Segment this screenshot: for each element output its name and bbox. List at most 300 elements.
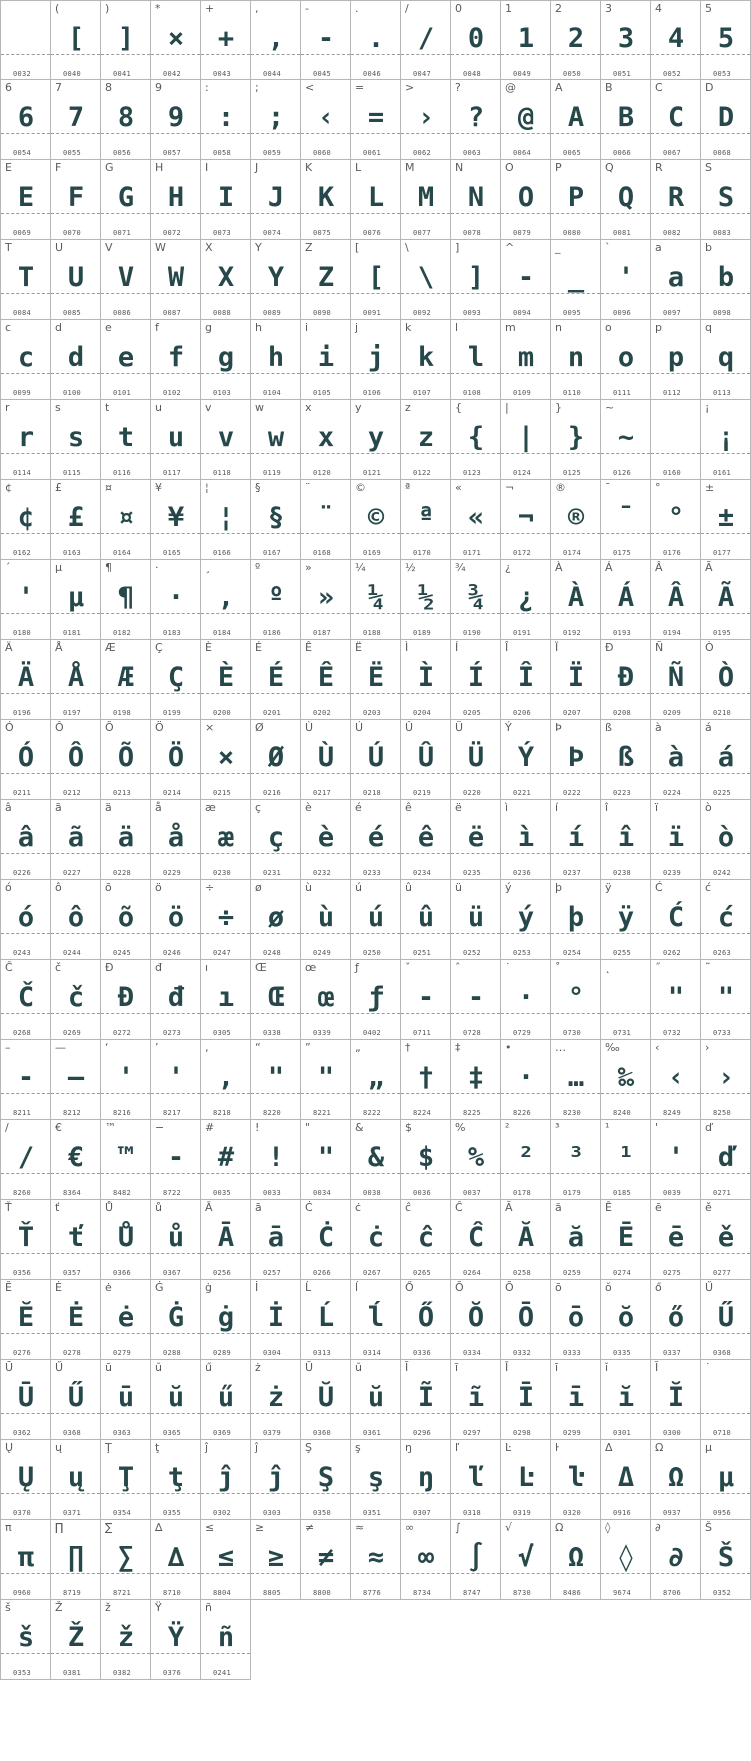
baseline-guide — [351, 1013, 400, 1014]
baseline-guide — [451, 933, 500, 934]
character-code: 0197 — [63, 709, 82, 717]
glyph-sample: Æ — [117, 662, 134, 693]
reference-character: ¨ — [305, 481, 311, 494]
reference-character: ® — [555, 481, 566, 494]
glyph-cell — [101, 160, 151, 240]
glyph-sample: @ — [517, 102, 534, 133]
reference-character: ų — [55, 1441, 62, 1454]
reference-character: š — [5, 1601, 11, 1614]
glyph-cell — [201, 720, 251, 800]
reference-character: ≤ — [205, 1521, 215, 1534]
glyph-sample: ó — [17, 902, 34, 933]
baseline-guide — [151, 54, 200, 55]
glyph-sample: _ — [567, 262, 584, 293]
glyph-sample: ¿ — [517, 582, 534, 613]
baseline-guide — [151, 133, 200, 134]
glyph-sample: à — [667, 742, 684, 773]
baseline-guide — [101, 1653, 150, 1654]
baseline-guide — [701, 933, 750, 934]
baseline-guide — [1, 1013, 50, 1014]
character-code: 0091 — [363, 309, 382, 317]
character-code: 8364 — [63, 1189, 82, 1197]
reference-character: X — [205, 241, 213, 254]
glyph-cell — [551, 480, 601, 560]
character-code: 0254 — [563, 949, 582, 957]
baseline-guide — [701, 54, 750, 55]
glyph-cell — [201, 320, 251, 400]
glyph-cell — [351, 800, 401, 880]
glyph-sample: ū — [117, 1382, 134, 1413]
reference-character: Ä — [5, 641, 13, 654]
reference-character: · — [155, 561, 159, 574]
glyph-cell — [701, 720, 751, 800]
character-code: 0225 — [713, 789, 732, 797]
glyph-cell — [701, 1200, 751, 1280]
baseline-guide — [501, 54, 550, 55]
character-code: 0231 — [263, 869, 282, 877]
reference-character: i — [305, 321, 309, 334]
glyph-sample: Î — [517, 662, 534, 693]
glyph-sample: e — [117, 342, 134, 373]
character-code: 0087 — [163, 309, 182, 317]
baseline-guide — [301, 213, 350, 214]
glyph-cell — [351, 0, 401, 80]
reference-character: œ — [305, 961, 317, 974]
glyph-sample: Ô — [67, 742, 84, 773]
baseline-guide — [451, 1173, 500, 1174]
glyph-cell — [401, 640, 451, 720]
glyph-sample: Š — [717, 1542, 734, 1573]
glyph-sample: " — [717, 982, 734, 1013]
glyph-cell — [451, 880, 501, 960]
character-code: 0046 — [363, 70, 382, 78]
glyph-cell — [351, 480, 401, 560]
baseline-guide — [51, 213, 100, 214]
glyph-sample: · — [167, 582, 184, 613]
glyph-row — [0, 480, 751, 560]
character-code: 0253 — [513, 949, 532, 957]
glyph-cell — [351, 1280, 401, 1360]
glyph-sample: ų — [67, 1462, 84, 1493]
glyph-sample: ' — [167, 1062, 184, 1093]
character-code: 0166 — [213, 549, 232, 557]
reference-character: ā — [255, 1201, 262, 1214]
character-code: 0043 — [213, 70, 232, 78]
glyph-cell — [501, 1280, 551, 1360]
reference-character: ∞ — [405, 1521, 415, 1534]
baseline-guide — [351, 693, 400, 694]
character-code: 0313 — [313, 1349, 332, 1357]
character-code: 0061 — [363, 149, 382, 157]
glyph-cell — [601, 800, 651, 880]
glyph-sample: ß — [617, 742, 634, 773]
reference-character: à — [655, 721, 662, 734]
reference-character: Ĉ — [455, 1201, 463, 1214]
character-code: 0299 — [563, 1429, 582, 1437]
character-code: 0222 — [563, 789, 582, 797]
character-code: 0352 — [713, 1589, 732, 1597]
baseline-guide — [501, 1573, 550, 1574]
glyph-cell — [0, 1280, 51, 1360]
glyph-sample: 7 — [67, 102, 84, 133]
reference-character: ö — [155, 881, 162, 894]
character-code: 0267 — [363, 1269, 382, 1277]
glyph-sample: + — [217, 23, 234, 54]
character-code: 0376 — [163, 1669, 182, 1677]
glyph-cell — [301, 160, 351, 240]
reference-character: ŋ — [405, 1441, 412, 1454]
glyph-sample: Ű — [67, 1382, 84, 1413]
baseline-guide — [251, 1573, 300, 1574]
reference-character: Ò — [705, 641, 714, 654]
glyph-row — [0, 1440, 751, 1520]
baseline-guide — [451, 54, 500, 55]
glyph-sample: © — [367, 502, 384, 533]
character-code: 0100 — [63, 389, 82, 397]
character-code: 0037 — [463, 1189, 482, 1197]
glyph-cell — [351, 640, 401, 720]
baseline-guide — [201, 693, 250, 694]
glyph-sample: ∆ — [167, 1542, 184, 1573]
glyph-sample: í — [567, 822, 584, 853]
glyph-cell — [601, 160, 651, 240]
glyph-sample: j — [367, 342, 384, 373]
glyph-sample: Ø — [267, 742, 284, 773]
character-code: 0036 — [413, 1189, 432, 1197]
baseline-guide — [101, 1253, 150, 1254]
reference-character: ĩ — [455, 1361, 459, 1374]
character-code: 0167 — [263, 549, 282, 557]
reference-character: Ö — [155, 721, 164, 734]
baseline-guide — [251, 853, 300, 854]
glyph-sample: › — [417, 102, 434, 133]
glyph-cell — [101, 240, 151, 320]
character-code: 0218 — [363, 789, 382, 797]
reference-character: Ã — [705, 561, 713, 574]
glyph-sample: 5 — [717, 23, 734, 54]
character-code: 0095 — [563, 309, 582, 317]
glyph-cell — [301, 0, 351, 80]
baseline-guide — [651, 1413, 700, 1414]
reference-character: z — [405, 401, 411, 414]
glyph-sample: ∑ — [117, 1542, 134, 1573]
character-code: 0217 — [313, 789, 332, 797]
glyph-sample: è — [317, 822, 334, 853]
glyph-sample: × — [167, 23, 184, 54]
reference-character: ¡ — [705, 401, 710, 414]
character-code: 0232 — [313, 869, 332, 877]
reference-character: ç — [255, 801, 262, 814]
baseline-guide — [451, 693, 500, 694]
reference-character: < — [305, 81, 315, 94]
glyph-cell — [151, 1520, 201, 1600]
reference-character: Ă — [505, 1201, 513, 1214]
character-code: 0183 — [163, 629, 182, 637]
glyph-cell — [201, 1040, 251, 1120]
baseline-guide — [551, 1493, 600, 1494]
glyph-sample: Ç — [167, 662, 184, 693]
glyph-cell — [101, 800, 151, 880]
baseline-guide — [451, 773, 500, 774]
glyph-sample: ª — [417, 502, 434, 533]
baseline-guide — [601, 1253, 650, 1254]
reference-character: : — [205, 81, 209, 94]
baseline-guide — [651, 1173, 700, 1174]
glyph-sample: ¹ — [617, 1142, 634, 1173]
glyph-sample: ö — [167, 902, 184, 933]
character-code: 0162 — [13, 549, 32, 557]
glyph-sample: / — [17, 1142, 34, 1173]
glyph-sample: İ — [267, 1302, 284, 1333]
character-code: 0071 — [113, 229, 132, 237]
reference-character: ž — [105, 1601, 111, 1614]
glyph-sample: Ŏ — [467, 1302, 484, 1333]
glyph-sample: Ī — [517, 1382, 534, 1413]
glyph-cell — [151, 1360, 201, 1440]
glyph-sample: Ų — [17, 1462, 34, 1493]
baseline-guide — [651, 773, 700, 774]
glyph-sample: ĺ — [367, 1302, 384, 1333]
baseline-guide — [551, 773, 600, 774]
reference-character: m — [505, 321, 516, 334]
reference-character: • — [505, 1041, 512, 1054]
glyph-cell — [551, 640, 601, 720]
reference-character: ı — [205, 961, 209, 974]
reference-character: Œ — [255, 961, 267, 974]
baseline-guide — [201, 54, 250, 55]
glyph-cell — [0, 320, 51, 400]
baseline-guide — [701, 1493, 750, 1494]
reference-character: Ţ — [105, 1441, 112, 1454]
glyph-cell — [101, 480, 151, 560]
baseline-guide — [101, 853, 150, 854]
reference-character: Ŏ — [455, 1281, 464, 1294]
character-code: 0263 — [713, 949, 732, 957]
glyph-cell — [201, 80, 251, 160]
glyph-row — [0, 640, 751, 720]
baseline-guide — [601, 1413, 650, 1414]
baseline-guide — [151, 1493, 200, 1494]
reference-character: Ā — [205, 1201, 213, 1214]
reference-character: ă — [555, 1201, 562, 1214]
reference-character: ť — [55, 1201, 60, 1214]
glyph-sample: ŭ — [367, 1382, 384, 1413]
reference-character: / — [405, 2, 409, 15]
glyph-sample: Ĕ — [17, 1302, 34, 1333]
glyph-cell — [651, 1440, 701, 1520]
glyph-cell — [701, 320, 751, 400]
glyph-sample: Ö — [167, 742, 184, 773]
glyph-sample: B — [617, 102, 634, 133]
glyph-cell — [451, 1040, 501, 1120]
glyph-cell — [0, 1040, 51, 1120]
glyph-sample: ž — [117, 1622, 134, 1653]
glyph-cell — [501, 1520, 551, 1600]
character-code: 0206 — [513, 709, 532, 717]
glyph-cell — [0, 1520, 51, 1600]
character-code: 0205 — [463, 709, 482, 717]
baseline-guide — [301, 1333, 350, 1334]
glyph-cell — [351, 880, 401, 960]
baseline-guide — [1, 453, 50, 454]
character-code: 0229 — [163, 869, 182, 877]
baseline-guide — [301, 1253, 350, 1254]
baseline-guide — [601, 1013, 650, 1014]
character-code: 0093 — [463, 309, 482, 317]
baseline-guide — [1, 1253, 50, 1254]
character-code: 0307 — [413, 1509, 432, 1517]
glyph-sample: Ŭ — [317, 1382, 334, 1413]
glyph-sample: Ĺ — [317, 1302, 334, 1333]
baseline-guide — [1, 293, 50, 294]
glyph-cell — [51, 1520, 101, 1600]
reference-character: æ — [205, 801, 216, 814]
reference-character: Û — [405, 721, 414, 734]
character-code: 0219 — [413, 789, 432, 797]
character-code: 0207 — [563, 709, 582, 717]
glyph-sample: - — [17, 1062, 34, 1093]
character-code: 0360 — [313, 1429, 332, 1437]
glyph-sample: ÷ — [217, 902, 234, 933]
baseline-guide — [401, 533, 450, 534]
character-code: 0338 — [263, 1029, 282, 1037]
baseline-guide — [301, 613, 350, 614]
glyph-sample: x — [317, 422, 334, 453]
glyph-sample: ∞ — [417, 1542, 434, 1573]
glyph-cell — [651, 1120, 701, 1200]
glyph-sample: " — [667, 982, 684, 1013]
baseline-guide — [601, 773, 650, 774]
glyph-cell — [251, 80, 301, 160]
glyph-sample: Ů — [117, 1222, 134, 1253]
character-code: 0182 — [113, 629, 132, 637]
character-code: 0112 — [663, 389, 682, 397]
character-code: 0228 — [113, 869, 132, 877]
reference-character: ò — [705, 801, 712, 814]
glyph-cell — [0, 800, 51, 880]
reference-character: 5 — [705, 2, 712, 15]
character-code: 8249 — [663, 1109, 682, 1117]
character-code: 0368 — [63, 1429, 82, 1437]
glyph-cell — [351, 720, 401, 800]
glyph-sample: R — [667, 182, 684, 213]
character-code: 0357 — [63, 1269, 82, 1277]
reference-character: Ω — [555, 1521, 564, 1534]
glyph-cell — [201, 1360, 251, 1440]
reference-character: … — [555, 1041, 566, 1054]
reference-character: ∆ — [155, 1521, 163, 1534]
glyph-sample: ≠ — [317, 1542, 334, 1573]
baseline-guide — [451, 373, 500, 374]
baseline-guide — [251, 1253, 300, 1254]
reference-character: e — [105, 321, 112, 334]
glyph-sample: ! — [267, 1142, 284, 1173]
glyph-cell — [151, 800, 201, 880]
character-code: 0103 — [213, 389, 232, 397]
character-code: 0334 — [463, 1349, 482, 1357]
glyph-cell — [551, 320, 601, 400]
reference-character: Å — [55, 641, 63, 654]
character-code: 0274 — [613, 1269, 632, 1277]
glyph-cell — [601, 1360, 651, 1440]
baseline-guide — [501, 1493, 550, 1494]
glyph-sample: $ — [417, 1142, 434, 1173]
reference-character: ċ — [355, 1201, 362, 1214]
character-code: 0175 — [613, 549, 632, 557]
character-code: 0710 — [713, 1429, 732, 1437]
reference-character: c — [5, 321, 12, 334]
glyph-cell — [651, 1520, 701, 1600]
glyph-sample: Ë — [367, 662, 384, 693]
glyph-sample: ‰ — [617, 1062, 634, 1093]
glyph-cell — [601, 240, 651, 320]
glyph-cell — [551, 1280, 601, 1360]
reference-character: ¸ — [205, 561, 211, 574]
glyph-sample: Ü — [467, 742, 484, 773]
glyph-sample: „ — [367, 1062, 384, 1093]
glyph-sample: n — [567, 342, 584, 373]
reference-character: 0 — [455, 2, 462, 15]
baseline-guide — [201, 373, 250, 374]
reference-character: Ñ — [655, 641, 664, 654]
glyph-cell — [701, 1360, 751, 1440]
reference-character: Ē — [605, 1201, 612, 1214]
glyph-cell — [551, 240, 601, 320]
glyph-sample: ü — [467, 902, 484, 933]
reference-character: ] — [455, 241, 460, 254]
glyph-cell — [0, 640, 51, 720]
reference-character: ∏ — [55, 1521, 64, 1534]
glyph-sample: , — [217, 582, 234, 613]
glyph-sample: Ű — [717, 1302, 734, 1333]
baseline-guide — [51, 54, 100, 55]
glyph-sample: P — [567, 182, 584, 213]
baseline-guide — [351, 1173, 400, 1174]
baseline-guide — [151, 1573, 200, 1574]
glyph-cell — [651, 960, 701, 1040]
baseline-guide — [251, 373, 300, 374]
baseline-guide — [51, 1653, 100, 1654]
character-code: 0379 — [263, 1429, 282, 1437]
glyph-cell — [651, 640, 701, 720]
baseline-guide — [201, 1093, 250, 1094]
baseline-guide — [1, 1093, 50, 1094]
reference-character: Ω — [655, 1441, 664, 1454]
character-code: 8800 — [313, 1589, 332, 1597]
glyph-cell — [151, 1600, 201, 1680]
character-code: 0242 — [713, 869, 732, 877]
glyph-cell — [601, 1040, 651, 1120]
baseline-guide — [451, 853, 500, 854]
glyph-cell — [251, 1520, 301, 1600]
baseline-guide — [701, 1333, 750, 1334]
glyph-cell — [501, 320, 551, 400]
glyph-sample: ¨ — [317, 502, 334, 533]
baseline-guide — [501, 133, 550, 134]
glyph-cell — [501, 240, 551, 320]
character-code: 0126 — [613, 469, 632, 477]
baseline-guide — [101, 533, 150, 534]
glyph-cell — [51, 640, 101, 720]
glyph-cell — [251, 160, 301, 240]
reference-character: Y — [255, 241, 262, 254]
character-code: 8211 — [13, 1109, 32, 1117]
glyph-sample: Z — [317, 262, 334, 293]
reference-character: ¥ — [155, 481, 162, 494]
baseline-guide — [51, 1013, 100, 1014]
baseline-guide — [301, 853, 350, 854]
character-code: 0075 — [313, 229, 332, 237]
